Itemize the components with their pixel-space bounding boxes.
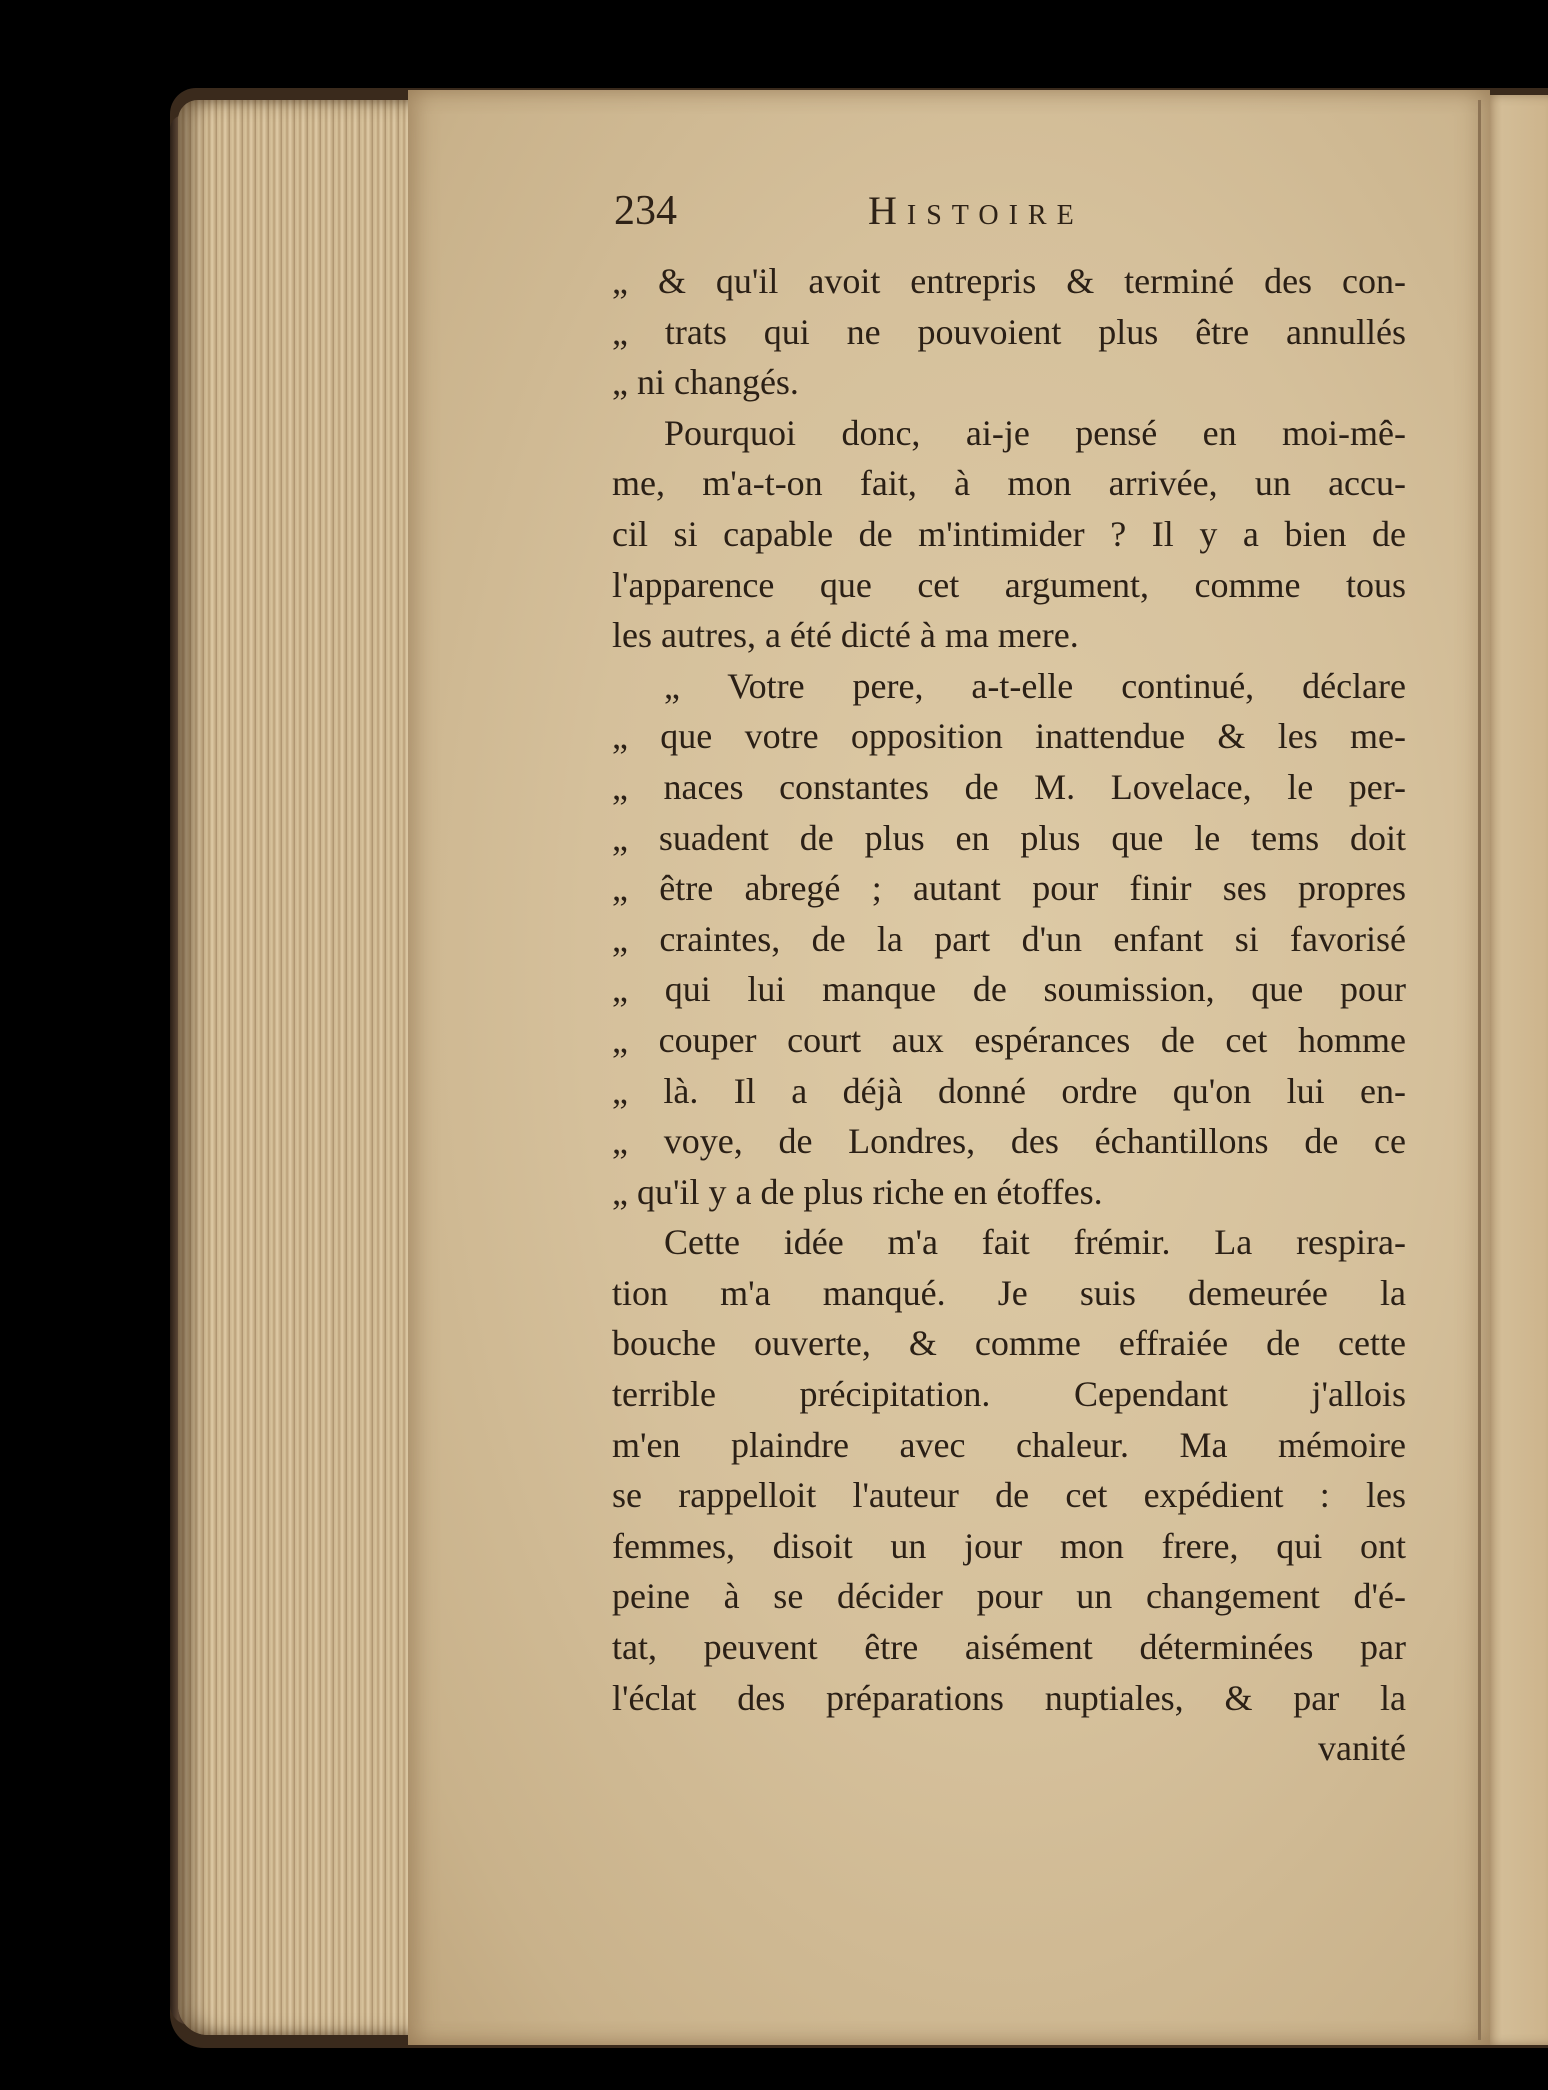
text-line: bouche ouverte, & comme effraiée de cette [612, 1323, 1406, 1364]
text-line: „ Votre pere, a-t-elle continué, déclare [664, 665, 1406, 706]
text-line: „ couper court aux espérances de cet homme [612, 1019, 1406, 1060]
text-line: „ & qu'il avoit entrepris & terminé des con- [612, 261, 1406, 301]
text-line: les autres, a été dicté à ma mere. [612, 615, 1079, 656]
text-line: „ naces constantes de M. Lovelace, le per- [612, 766, 1406, 807]
text-line: tion m'a manqué. Je suis demeurée la [612, 1272, 1406, 1313]
text-line: „ être abregé ; autant pour finir ses propres [612, 868, 1406, 909]
text-line: se rappelloit l'auteur de cet expédient : les [612, 1475, 1406, 1516]
running-title: Histoire [868, 188, 1084, 233]
text-line: Pourquoi donc, ai-je pensé en moi-mê- [664, 412, 1406, 453]
text-line: „ qui lui manque de soumission, que pour [612, 969, 1406, 1010]
catchword: vanité [1318, 1728, 1406, 1769]
text-line: tat, peuvent être aisément déterminées par [612, 1627, 1406, 1668]
text-line: terrible précipitation. Cependant j'allois [612, 1374, 1406, 1415]
page-number: 234 [614, 188, 677, 234]
text-line: cil si capable de m'intimider ? Il y a bien de [612, 513, 1406, 554]
text-line: „ ni changés. [612, 362, 799, 403]
text-line: l'éclat des préparations nuptiales, & par la [612, 1677, 1406, 1718]
page-header [614, 186, 1174, 236]
text-line: „ que votre opposition inattendue & les me- [612, 716, 1406, 757]
text-line: peine à se décider pour un changement d'é- [612, 1576, 1406, 1617]
text-line: „ qu'il y a de plus riche en étoffes. [612, 1171, 1103, 1212]
page-gutter [1478, 100, 1481, 2040]
text-line: m'en plaindre avec chaleur. Ma mémoire [612, 1424, 1406, 1465]
text-line: l'apparence que cet argument, comme tous [612, 564, 1406, 605]
text-line: me, m'a-t-on fait, à mon arrivée, un accu- [612, 463, 1406, 504]
text-line: „ craintes, de la part d'un enfant si favorisé [612, 918, 1406, 959]
text-line: femmes, disoit un jour mon frere, qui ont [612, 1525, 1406, 1566]
body-text [612, 256, 1406, 1774]
page-edges [178, 100, 423, 2035]
text-line: „ trats qui ne pouvoient plus être annullés [612, 311, 1406, 352]
text-line: Cette idée m'a fait frémir. La respira- [664, 1222, 1406, 1263]
text-line: „ suadent de plus en plus que le tems doit [612, 817, 1406, 858]
text-line: „ voye, de Londres, des échantillons de ce [612, 1121, 1406, 1162]
text-line: „ là. Il a déjà donné ordre qu'on lui en- [612, 1070, 1406, 1111]
facing-page-edge [1482, 95, 1548, 2045]
